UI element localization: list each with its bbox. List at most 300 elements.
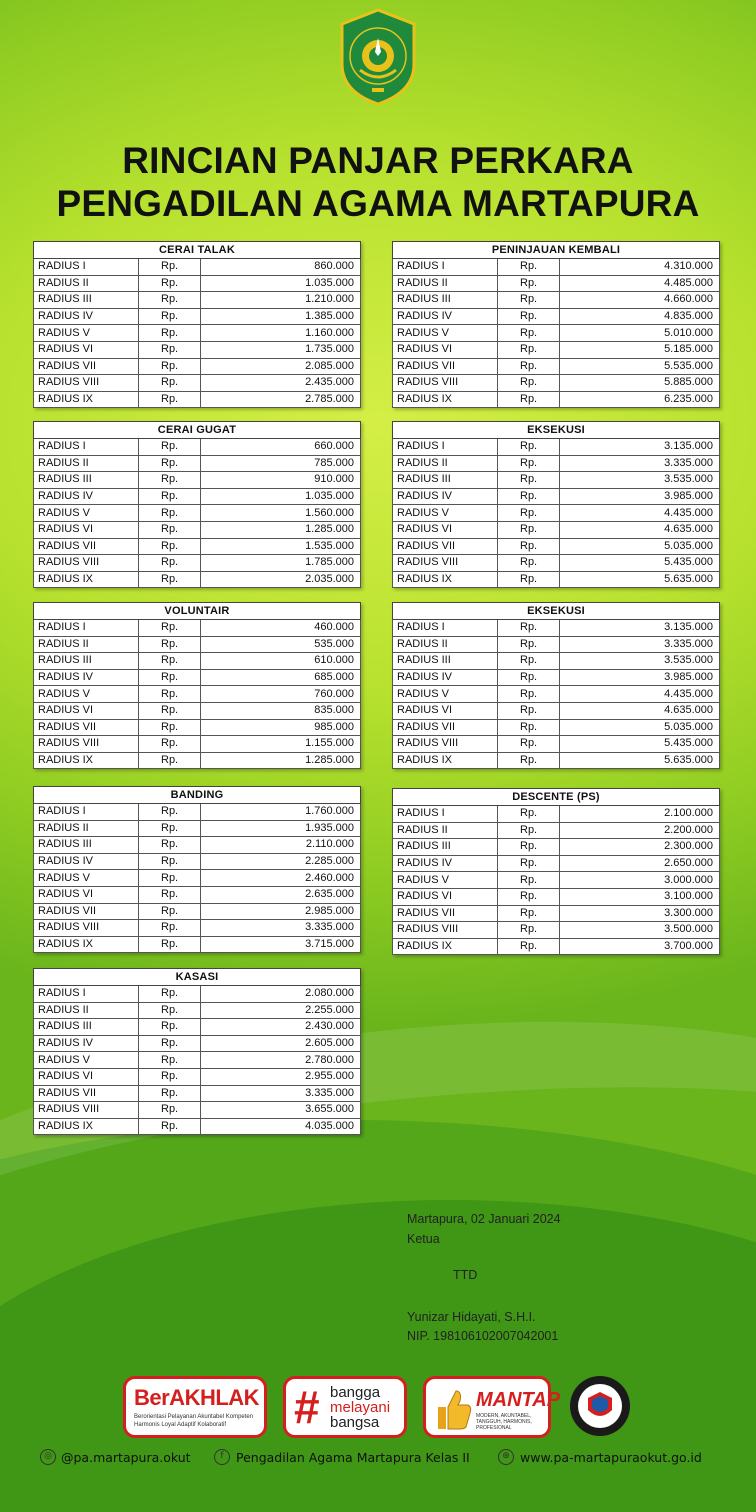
table-title: KASASI <box>34 969 361 986</box>
bangga-word-3: bangsa <box>330 1414 380 1431</box>
radius-label: RADIUS I <box>34 439 139 456</box>
signature-nip: NIP. 198106102007042001 <box>407 1329 559 1343</box>
fee-amount: 3.655.000 <box>201 1102 361 1119</box>
fee-amount: 5.885.000 <box>560 375 720 392</box>
currency-label: Rp. <box>139 1035 201 1052</box>
fee-amount: 2.035.000 <box>201 571 361 588</box>
currency-label: Rp. <box>498 855 560 872</box>
currency-label: Rp. <box>498 358 560 375</box>
currency-label: Rp. <box>498 439 560 456</box>
fee-amount: 1.160.000 <box>201 325 361 342</box>
currency-label: Rp. <box>498 472 560 489</box>
fee-amount: 2.605.000 <box>201 1035 361 1052</box>
table-row <box>34 472 361 489</box>
radius-label: RADIUS VII <box>34 358 139 375</box>
signature-name: Yunizar Hidayati, S.H.I. <box>407 1310 536 1324</box>
table-row <box>34 920 361 937</box>
table-title: DESCENTE (PS) <box>393 789 720 806</box>
currency-label: Rp. <box>139 903 201 920</box>
table-row <box>393 292 720 309</box>
table-title: EKSEKUSI <box>393 603 720 620</box>
fee-table-banding <box>33 786 361 953</box>
currency-label: Rp. <box>139 275 201 292</box>
currency-label: Rp. <box>139 571 201 588</box>
hashtag-icon: # <box>294 1381 320 1433</box>
radius-label: RADIUS VII <box>393 719 498 736</box>
fee-table-kasasi <box>33 968 361 1135</box>
table-row <box>393 736 720 753</box>
fee-table-cerai-talak <box>33 241 361 408</box>
currency-label: Rp. <box>139 521 201 538</box>
currency-label: Rp. <box>498 341 560 358</box>
fee-amount: 3.700.000 <box>560 938 720 955</box>
radius-label: RADIUS VII <box>34 1085 139 1102</box>
radius-label: RADIUS III <box>393 839 498 856</box>
table-row <box>34 325 361 342</box>
fee-amount: 3.715.000 <box>201 936 361 953</box>
table-row <box>34 820 361 837</box>
fee-amount: 910.000 <box>201 472 361 489</box>
table-row <box>34 1068 361 1085</box>
fee-amount: 2.285.000 <box>201 853 361 870</box>
berakhlak-badge <box>123 1376 267 1438</box>
currency-label: Rp. <box>498 888 560 905</box>
currency-label: Rp. <box>498 669 560 686</box>
radius-label: RADIUS II <box>34 455 139 472</box>
radius-label: RADIUS V <box>393 872 498 889</box>
currency-label: Rp. <box>139 1085 201 1102</box>
fee-amount: 3.335.000 <box>201 1085 361 1102</box>
currency-label: Rp. <box>498 719 560 736</box>
table-row <box>34 555 361 572</box>
radius-label: RADIUS III <box>34 292 139 309</box>
fee-amount: 2.780.000 <box>201 1052 361 1069</box>
currency-label: Rp. <box>498 702 560 719</box>
radius-label: RADIUS VII <box>34 719 139 736</box>
currency-label: Rp. <box>498 521 560 538</box>
fee-amount: 5.635.000 <box>560 571 720 588</box>
fee-amount: 3.000.000 <box>560 872 720 889</box>
table-row <box>34 1052 361 1069</box>
radius-label: RADIUS VI <box>393 521 498 538</box>
fee-amount: 1.935.000 <box>201 820 361 837</box>
radius-label: RADIUS VI <box>393 341 498 358</box>
radius-label: RADIUS III <box>393 292 498 309</box>
fee-amount: 5.035.000 <box>560 719 720 736</box>
radius-label: RADIUS V <box>34 870 139 887</box>
table-row <box>393 620 720 637</box>
radius-label: RADIUS II <box>34 636 139 653</box>
radius-label: RADIUS VI <box>34 341 139 358</box>
currency-label: Rp. <box>498 752 560 769</box>
radius-label: RADIUS I <box>393 806 498 823</box>
currency-label: Rp. <box>139 308 201 325</box>
table-title: VOLUNTAIR <box>34 603 361 620</box>
table-row <box>34 505 361 522</box>
table-row <box>393 752 720 769</box>
currency-label: Rp. <box>498 822 560 839</box>
currency-label: Rp. <box>139 1102 201 1119</box>
table-title: EKSEKUSI <box>393 422 720 439</box>
table-row <box>34 853 361 870</box>
table-row <box>34 521 361 538</box>
table-row <box>34 636 361 653</box>
radius-label: RADIUS III <box>34 1019 139 1036</box>
fee-amount: 1.560.000 <box>201 505 361 522</box>
currency-label: Rp. <box>139 439 201 456</box>
fee-table-voluntair <box>33 602 361 769</box>
radius-label: RADIUS VIII <box>34 1102 139 1119</box>
currency-label: Rp. <box>498 905 560 922</box>
table-row <box>34 837 361 854</box>
table-row <box>393 571 720 588</box>
fee-amount: 3.300.000 <box>560 905 720 922</box>
radius-label: RADIUS VII <box>393 538 498 555</box>
fee-amount: 5.435.000 <box>560 555 720 572</box>
currency-label: Rp. <box>139 325 201 342</box>
currency-label: Rp. <box>139 620 201 637</box>
radius-label: RADIUS IV <box>393 669 498 686</box>
currency-label: Rp. <box>498 308 560 325</box>
fee-amount: 4.635.000 <box>560 521 720 538</box>
radius-label: RADIUS II <box>34 275 139 292</box>
fee-amount: 3.100.000 <box>560 888 720 905</box>
fee-amount: 1.785.000 <box>201 555 361 572</box>
table-row <box>34 870 361 887</box>
fee-amount: 1.760.000 <box>201 804 361 821</box>
fee-amount: 6.235.000 <box>560 391 720 408</box>
thumbs-up-icon <box>432 1387 472 1431</box>
footer-website[interactable]: www.pa-martapuraokut.go.id <box>520 1450 702 1465</box>
currency-label: Rp. <box>139 936 201 953</box>
radius-label: RADIUS V <box>34 1052 139 1069</box>
fee-amount: 1.285.000 <box>201 752 361 769</box>
fee-amount: 3.500.000 <box>560 922 720 939</box>
radius-label: RADIUS VIII <box>393 922 498 939</box>
currency-label: Rp. <box>498 391 560 408</box>
footer-facebook[interactable]: Pengadilan Agama Martapura Kelas II <box>236 1450 470 1465</box>
fee-amount: 860.000 <box>201 259 361 276</box>
table-row <box>393 259 720 276</box>
fee-amount: 3.535.000 <box>560 472 720 489</box>
currency-label: Rp. <box>498 736 560 753</box>
currency-label: Rp. <box>139 636 201 653</box>
radius-label: RADIUS IV <box>393 308 498 325</box>
table-row <box>34 1085 361 1102</box>
table-row <box>34 903 361 920</box>
fee-amount: 985.000 <box>201 719 361 736</box>
berakhlak-title: BerAKHLAK <box>134 1385 260 1410</box>
radius-label: RADIUS V <box>393 325 498 342</box>
table-row <box>393 636 720 653</box>
table-row <box>393 822 720 839</box>
table-row <box>34 439 361 456</box>
radius-label: RADIUS III <box>393 472 498 489</box>
signature-ttd: TTD <box>453 1268 478 1282</box>
page-title-line2: PENGADILAN AGAMA MARTAPURA <box>56 183 700 224</box>
table-row <box>393 855 720 872</box>
radius-label: RADIUS II <box>393 275 498 292</box>
currency-label: Rp. <box>139 1002 201 1019</box>
table-row <box>34 1019 361 1036</box>
court-logo-icon <box>338 8 418 106</box>
signature-position: Ketua <box>407 1232 440 1246</box>
currency-label: Rp. <box>498 872 560 889</box>
radius-label: RADIUS V <box>34 505 139 522</box>
table-row <box>393 702 720 719</box>
currency-label: Rp. <box>139 472 201 489</box>
fee-amount: 2.635.000 <box>201 886 361 903</box>
fee-amount: 3.985.000 <box>560 488 720 505</box>
currency-label: Rp. <box>139 1118 201 1135</box>
fee-amount: 3.335.000 <box>201 920 361 937</box>
fee-amount: 5.035.000 <box>560 538 720 555</box>
fee-amount: 2.460.000 <box>201 870 361 887</box>
table-row <box>393 521 720 538</box>
table-row <box>34 259 361 276</box>
currency-label: Rp. <box>498 653 560 670</box>
radius-label: RADIUS IX <box>34 571 139 588</box>
currency-label: Rp. <box>498 259 560 276</box>
radius-label: RADIUS V <box>393 505 498 522</box>
table-row <box>34 1118 361 1135</box>
radius-label: RADIUS VIII <box>393 555 498 572</box>
radius-label: RADIUS III <box>34 653 139 670</box>
currency-label: Rp. <box>139 1052 201 1069</box>
currency-label: Rp. <box>139 1068 201 1085</box>
currency-label: Rp. <box>498 292 560 309</box>
currency-label: Rp. <box>139 538 201 555</box>
table-row <box>34 702 361 719</box>
mantap-title: MANTAP <box>476 1389 561 1411</box>
currency-label: Rp. <box>139 259 201 276</box>
currency-label: Rp. <box>498 275 560 292</box>
table-row <box>393 391 720 408</box>
radius-label: RADIUS V <box>34 686 139 703</box>
currency-label: Rp. <box>139 920 201 937</box>
radius-label: RADIUS VII <box>393 905 498 922</box>
table-row <box>393 375 720 392</box>
table-row <box>34 653 361 670</box>
currency-label: Rp. <box>139 341 201 358</box>
fee-table-cerai-gugat <box>33 421 361 588</box>
radius-label: RADIUS VI <box>34 1068 139 1085</box>
table-row <box>393 505 720 522</box>
table-row <box>393 872 720 889</box>
table-row <box>393 938 720 955</box>
currency-label: Rp. <box>139 804 201 821</box>
currency-label: Rp. <box>139 669 201 686</box>
radius-label: RADIUS III <box>34 472 139 489</box>
fee-amount: 2.985.000 <box>201 903 361 920</box>
radius-label: RADIUS IX <box>34 1118 139 1135</box>
table-row <box>393 653 720 670</box>
fee-amount: 5.010.000 <box>560 325 720 342</box>
radius-label: RADIUS VI <box>393 888 498 905</box>
table-row <box>34 571 361 588</box>
radius-label: RADIUS VIII <box>34 555 139 572</box>
currency-label: Rp. <box>498 938 560 955</box>
table-row <box>393 325 720 342</box>
table-row <box>393 341 720 358</box>
mantap-subtitle: MODERN, AKUNTABEL, TANGGUH, HARMONIS, PROFESIONAL <box>476 1413 532 1431</box>
table-row <box>393 905 720 922</box>
table-row <box>34 719 361 736</box>
radius-label: RADIUS VIII <box>393 375 498 392</box>
currency-label: Rp. <box>498 806 560 823</box>
currency-label: Rp. <box>139 736 201 753</box>
fee-amount: 4.485.000 <box>560 275 720 292</box>
currency-label: Rp. <box>139 870 201 887</box>
mantap-badge <box>423 1376 561 1438</box>
fee-amount: 610.000 <box>201 653 361 670</box>
fee-amount: 535.000 <box>201 636 361 653</box>
currency-label: Rp. <box>139 653 201 670</box>
fee-amount: 760.000 <box>201 686 361 703</box>
radius-label: RADIUS IX <box>393 938 498 955</box>
fee-amount: 2.650.000 <box>560 855 720 872</box>
footer-contacts <box>0 1448 756 1470</box>
table-row <box>34 358 361 375</box>
table-row <box>393 488 720 505</box>
table-row <box>393 439 720 456</box>
fee-amount: 4.660.000 <box>560 292 720 309</box>
currency-label: Rp. <box>498 375 560 392</box>
radius-label: RADIUS III <box>34 837 139 854</box>
footer-instagram[interactable]: @pa.martapura.okut <box>61 1450 191 1465</box>
fee-amount: 4.310.000 <box>560 259 720 276</box>
fee-amount: 3.135.000 <box>560 439 720 456</box>
table-title: BANDING <box>34 787 361 804</box>
radius-label: RADIUS VII <box>393 358 498 375</box>
radius-label: RADIUS II <box>393 455 498 472</box>
fee-amount: 5.435.000 <box>560 736 720 753</box>
currency-label: Rp. <box>139 358 201 375</box>
table-row <box>34 538 361 555</box>
table-row <box>34 1035 361 1052</box>
currency-label: Rp. <box>139 555 201 572</box>
currency-label: Rp. <box>498 839 560 856</box>
radius-label: RADIUS IX <box>34 936 139 953</box>
fee-amount: 2.435.000 <box>201 375 361 392</box>
radius-label: RADIUS IV <box>34 853 139 870</box>
fee-amount: 2.430.000 <box>201 1019 361 1036</box>
radius-label: RADIUS VIII <box>34 736 139 753</box>
radius-label: RADIUS IV <box>393 488 498 505</box>
radius-label: RADIUS VI <box>34 702 139 719</box>
table-row <box>393 888 720 905</box>
currency-label: Rp. <box>498 686 560 703</box>
fee-amount: 685.000 <box>201 669 361 686</box>
signature-place-date: Martapura, 02 Januari 2024 <box>407 1212 561 1226</box>
currency-label: Rp. <box>498 555 560 572</box>
radius-label: RADIUS IX <box>34 391 139 408</box>
table-row <box>34 375 361 392</box>
fee-amount: 1.735.000 <box>201 341 361 358</box>
bangga-melayani-badge <box>283 1376 407 1438</box>
radius-label: RADIUS V <box>393 686 498 703</box>
table-row <box>34 752 361 769</box>
fee-amount: 3.135.000 <box>560 620 720 637</box>
bangga-word-2: melayani <box>330 1399 391 1416</box>
currency-label: Rp. <box>139 391 201 408</box>
currency-label: Rp. <box>498 922 560 939</box>
radius-label: RADIUS II <box>393 822 498 839</box>
fee-amount: 4.035.000 <box>201 1118 361 1135</box>
fee-amount: 5.185.000 <box>560 341 720 358</box>
table-title: CERAI TALAK <box>34 242 361 259</box>
fee-amount: 785.000 <box>201 455 361 472</box>
fee-amount: 2.110.000 <box>201 837 361 854</box>
instagram-icon: ◎ <box>40 1449 56 1465</box>
table-row <box>393 806 720 823</box>
currency-label: Rp. <box>498 488 560 505</box>
fee-amount: 5.635.000 <box>560 752 720 769</box>
table-row <box>393 455 720 472</box>
table-row <box>393 686 720 703</box>
table-row <box>34 686 361 703</box>
fee-amount: 460.000 <box>201 620 361 637</box>
table-row <box>34 736 361 753</box>
fee-amount: 3.985.000 <box>560 669 720 686</box>
table-row <box>34 669 361 686</box>
radius-label: RADIUS IV <box>34 669 139 686</box>
table-row <box>393 555 720 572</box>
fee-amount: 2.955.000 <box>201 1068 361 1085</box>
currency-label: Rp. <box>139 986 201 1003</box>
currency-label: Rp. <box>139 1019 201 1036</box>
currency-label: Rp. <box>498 538 560 555</box>
currency-label: Rp. <box>139 686 201 703</box>
table-row <box>393 839 720 856</box>
radius-label: RADIUS IX <box>393 391 498 408</box>
fee-amount: 4.435.000 <box>560 505 720 522</box>
currency-label: Rp. <box>139 752 201 769</box>
table-row <box>393 669 720 686</box>
radius-label: RADIUS VIII <box>34 920 139 937</box>
currency-label: Rp. <box>139 505 201 522</box>
currency-label: Rp. <box>498 571 560 588</box>
fee-amount: 4.435.000 <box>560 686 720 703</box>
fee-amount: 5.535.000 <box>560 358 720 375</box>
fee-amount: 4.635.000 <box>560 702 720 719</box>
table-row <box>34 308 361 325</box>
fee-amount: 1.210.000 <box>201 292 361 309</box>
fee-table-peninjauan-kembali <box>392 241 720 408</box>
fee-amount: 4.835.000 <box>560 308 720 325</box>
radius-label: RADIUS I <box>34 804 139 821</box>
radius-label: RADIUS IV <box>34 1035 139 1052</box>
table-title: CERAI GUGAT <box>34 422 361 439</box>
radius-label: RADIUS I <box>393 620 498 637</box>
radius-label: RADIUS VI <box>34 886 139 903</box>
fee-table-eksekusi-2 <box>392 602 720 769</box>
currency-label: Rp. <box>139 702 201 719</box>
table-row <box>34 455 361 472</box>
table-row <box>393 719 720 736</box>
fee-amount: 2.080.000 <box>201 986 361 1003</box>
facebook-icon: f <box>214 1449 230 1465</box>
fee-amount: 1.285.000 <box>201 521 361 538</box>
radius-label: RADIUS VIII <box>34 375 139 392</box>
currency-label: Rp. <box>139 853 201 870</box>
fee-amount: 835.000 <box>201 702 361 719</box>
berakhlak-subtitle: Berorientasi Pelayanan Akuntabel Kompeten Harmonis Loyal Adaptif Kolaboratif <box>134 1414 254 1428</box>
fee-amount: 3.535.000 <box>560 653 720 670</box>
table-row <box>34 620 361 637</box>
fee-amount: 3.335.000 <box>560 455 720 472</box>
table-row <box>34 1102 361 1119</box>
